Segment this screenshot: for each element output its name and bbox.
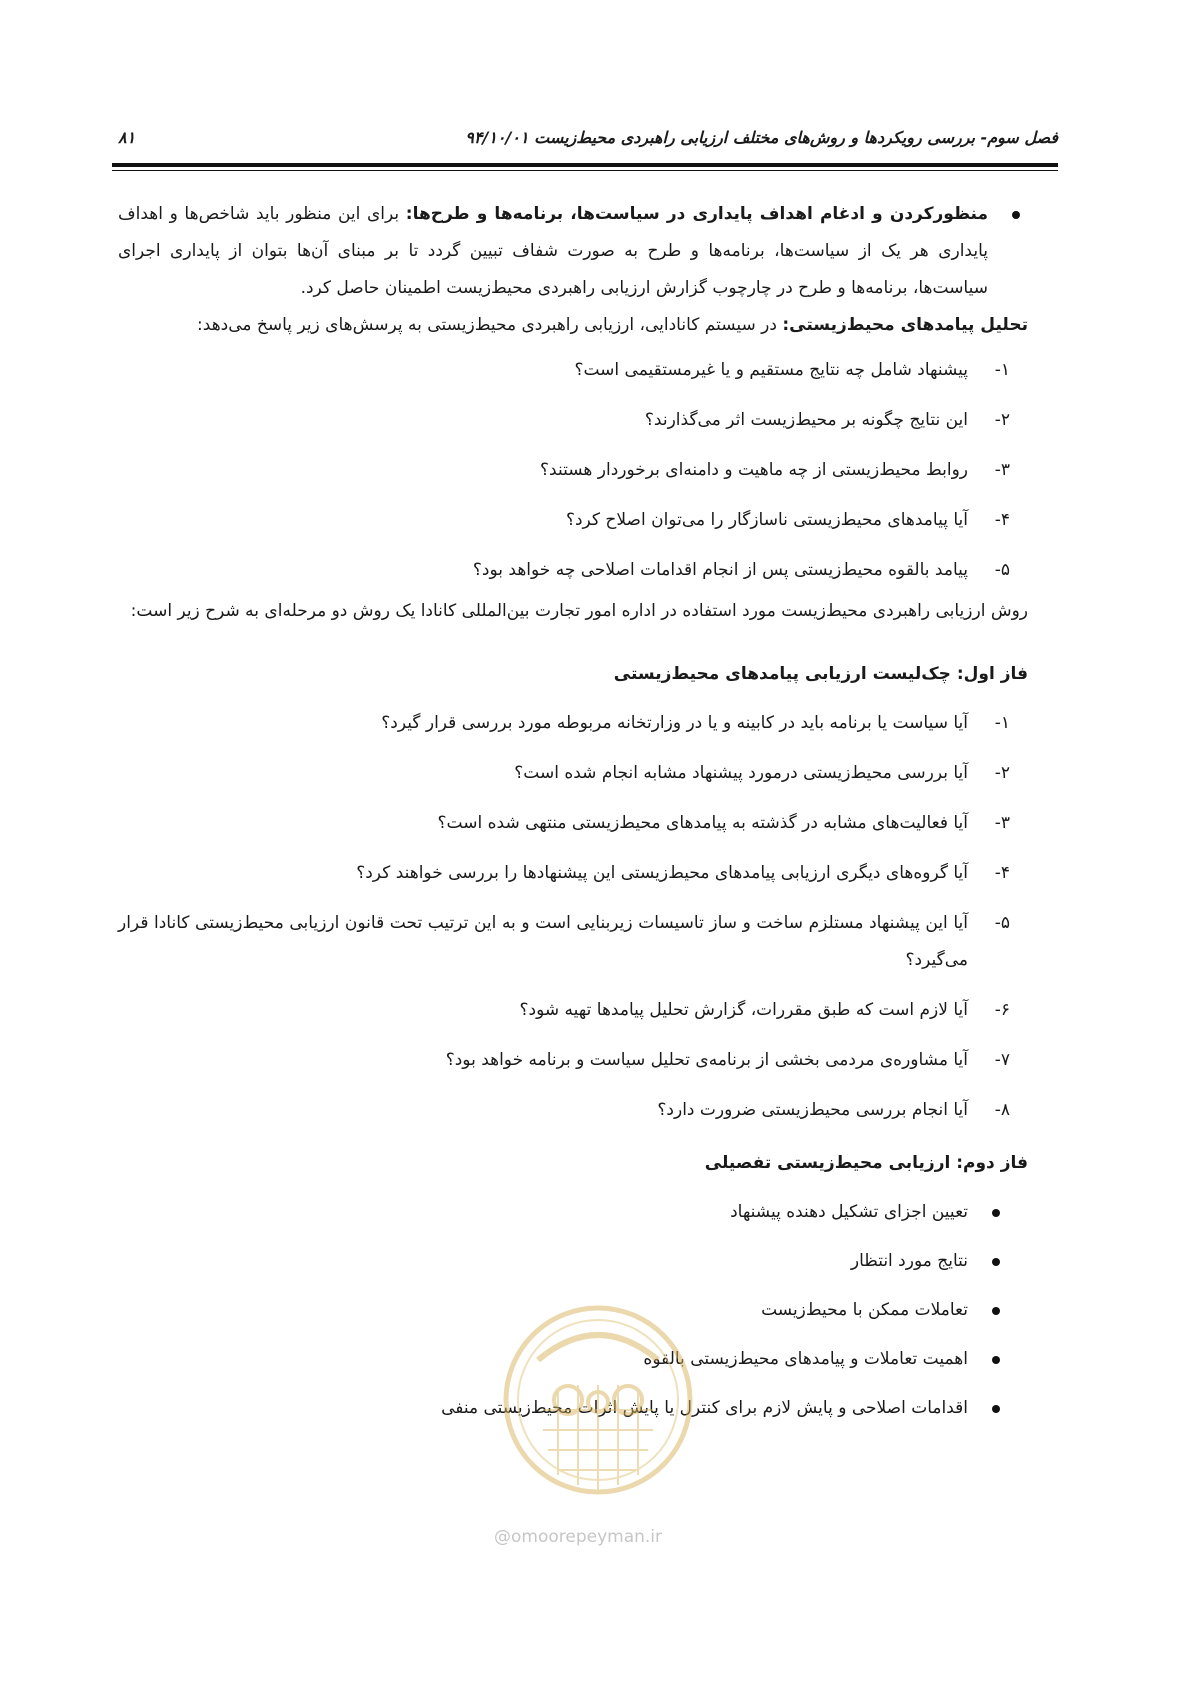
- list-item: ۷- آیا مشاوره‌ی مردمی بخشی از برنامه‌ی تحلیل سیاست و برنامه خواهد بود؟: [445, 1050, 1010, 1070]
- bullet-dot-icon: [1012, 211, 1020, 219]
- phase1-heading: فاز اول: چک‌لیست ارزیابی پیامدهای محیط‌زیستی: [613, 664, 1028, 684]
- intro-bullet-text: برای این منظور باید شاخص‌ها و اهداف پایداری هر یک از سیاست‌ها، برنامه‌ها و طرح به صورت شفاف تبیین گردد تا بر مبنای آن‌ها بتوان از پایداری اجرای سیاست‌ها، برنامه‌ها و طرح در چارچوب گزارش ارزیابی راهبردی محیط‌زیست اطمینان حاصل کرد.: [118, 204, 988, 298]
- page-header: [112, 128, 1058, 158]
- bullet-dot-icon: [992, 1356, 1000, 1364]
- chapter-title: فصل سوم- بررسی رویکردها و روش‌های مختلف ارزیابی راهبردی محیط‌زیست ۹۴/۱۰/۰۱: [465, 128, 1058, 147]
- intro-bullet: [118, 196, 1028, 307]
- page-number: ۸۱: [118, 128, 136, 147]
- questions-list: [118, 352, 1028, 589]
- bullet-dot-icon: [992, 1307, 1000, 1315]
- list-item: اهمیت تعاملات و پیامدهای محیط‌زیستی بالقوه: [118, 1341, 1028, 1378]
- list-item: ۲- این نتایج چگونه بر محیط‌زیست اثر می‌گذارند؟: [644, 410, 1010, 430]
- phase2-heading: فاز دوم: ارزیابی محیط‌زیستی تفصیلی: [704, 1153, 1028, 1173]
- page-content: [118, 196, 1028, 1439]
- header-rule-thin: [112, 170, 1058, 171]
- method-paragraph: روش ارزیابی راهبردی محیط‌زیست مورد استفاده در اداره امور تجارت بین‌المللی کانادا یک روش دو مرحله‌ای به شرح زیر است:: [130, 601, 1028, 621]
- list-item: ۱- پیشنهاد شامل چه نتایج مستقیم و یا غیرمستقیمی است؟: [574, 360, 1010, 380]
- list-item: ۲- آیا بررسی محیط‌زیستی درمورد پیشنهاد مشابه انجام شده است؟: [514, 763, 1010, 783]
- bullet-dot-icon: [992, 1258, 1000, 1266]
- analysis-paragraph: [118, 307, 1028, 344]
- list-item: ۳- آیا فعالیت‌های مشابه در گذشته به پیامدهای محیط‌زیستی منتهی شده است؟: [437, 813, 1010, 833]
- intro-bullet-paragraph: [118, 196, 988, 307]
- intro-bullet-bold: منظورکردن و ادغام اهداف پایداری در سیاست‌ها، برنامه‌ها و طرح‌ها:: [405, 204, 988, 224]
- header-rule-thick: [112, 163, 1058, 167]
- list-item: ۴- آیا گروه‌های دیگری ارزیابی پیامدهای محیط‌زیستی این پیشنهادها را بررسی خواهند کرد؟: [356, 863, 1010, 883]
- list-item: ۶- آیا لازم است که طبق مقررات، گزارش تحلیل پیامدها تهیه شود؟: [519, 1000, 1010, 1020]
- list-item: ۴- آیا پیامدهای محیط‌زیستی ناسازگار را می‌توان اصلاح کرد؟: [565, 510, 1010, 530]
- list-item: ۱- آیا سیاست یا برنامه باید در کابینه و یا در وزارتخانه مربوطه مورد بررسی قرار گیرد؟: [381, 713, 1010, 733]
- list-item: ۸- آیا انجام بررسی محیط‌زیستی ضرورت دارد؟: [657, 1100, 1010, 1120]
- analysis-bold: تحلیل پیامدهای محیط‌زیستی:: [782, 315, 1028, 335]
- omoorepeyman-seal-logo-icon: [498, 1290, 698, 1520]
- list-item: ۳- روابط محیط‌زیستی از چه ماهیت و دامنه‌ای برخوردار هستند؟: [540, 460, 1010, 480]
- analysis-text: در سیستم کانادایی، ارزیابی راهبردی محیط‌زیستی به پرسش‌های زیر پاسخ می‌دهد:: [197, 315, 783, 335]
- phase1-list: [118, 705, 1028, 1129]
- list-item: تعیین اجزای تشکیل دهنده پیشنهاد: [118, 1194, 1028, 1231]
- list-item: ۵- پیامد بالقوه محیط‌زیستی پس از انجام اقدامات اصلاحی چه خواهد بود؟: [472, 560, 1010, 580]
- watermark-url: @omoorepeyman.ir: [494, 1527, 663, 1547]
- list-item: ۵- آیا این پیشنهاد مستلزم ساخت و ساز تاسیسات زیربنایی است و به این ترتیب تحت قانون ارزیابی محیط‌زیستی کانادا قرار می‌گیرد؟: [118, 913, 1010, 970]
- list-item: اقدامات اصلاحی و پایش لازم برای کنترل یا پایش اثرات محیط‌زیستی منفی: [118, 1390, 1028, 1427]
- list-item: نتایج مورد انتظار: [118, 1243, 1028, 1280]
- bullet-dot-icon: [992, 1209, 1000, 1217]
- bullet-dot-icon: [992, 1405, 1000, 1413]
- list-item: تعاملات ممکن با محیط‌زیست: [118, 1292, 1028, 1329]
